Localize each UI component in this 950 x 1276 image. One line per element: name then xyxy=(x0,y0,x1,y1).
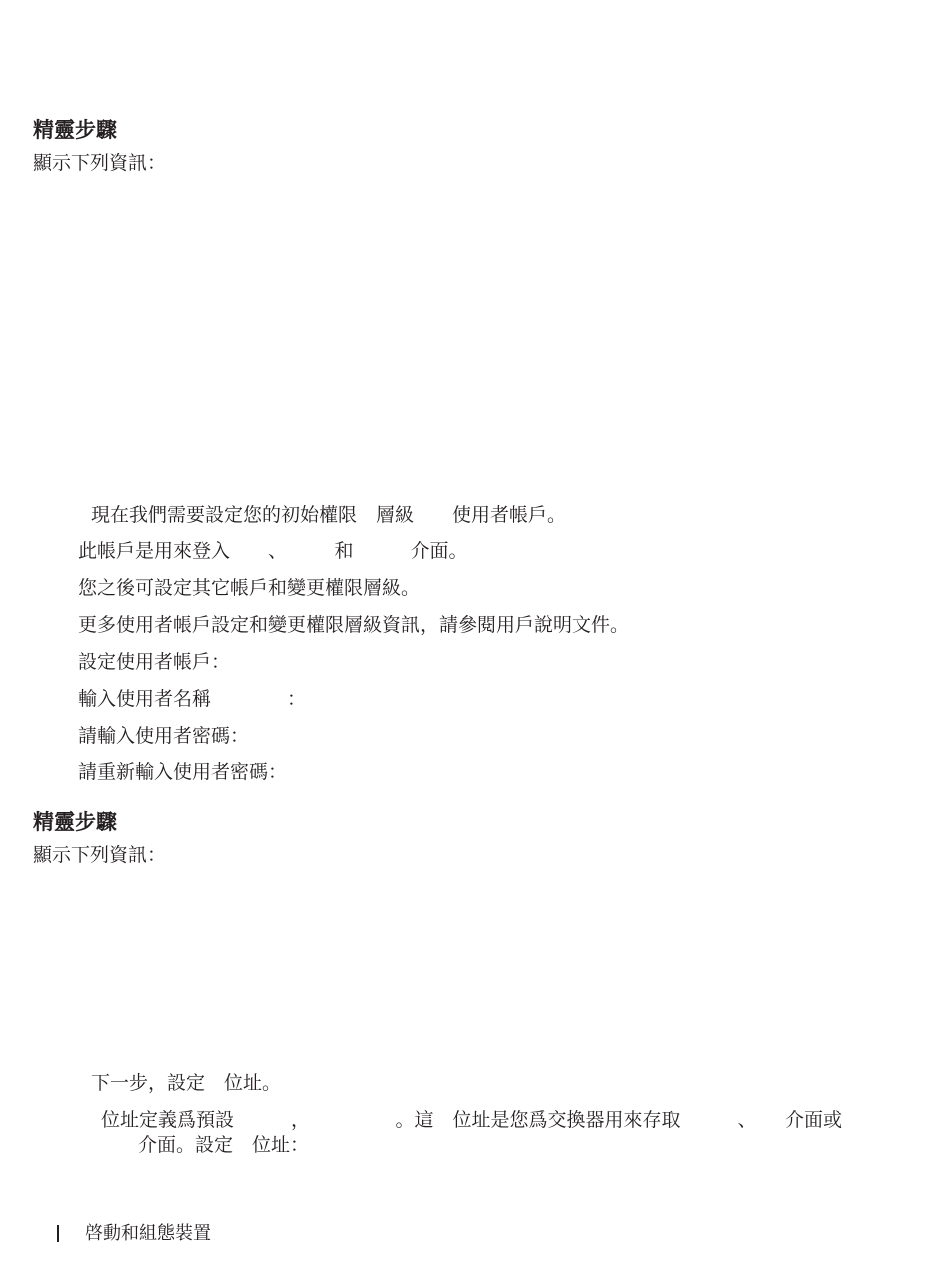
section-1-line: 輸入使用者名稱 ： xyxy=(78,688,307,710)
footer-title: 啓動和組態裝置 xyxy=(85,1223,211,1244)
section-1-line: 更多使用者帳戶設定和變更權限層級資訊，請參閱用戶說明文件。 xyxy=(78,614,630,636)
section-2-line: 介面。設定 位址： xyxy=(138,1134,310,1156)
section-2-heading: 精靈步驟 xyxy=(33,810,117,834)
section-1-line: 請重新輸入使用者密碼： xyxy=(78,761,288,783)
footer-divider xyxy=(57,1225,59,1242)
section-1-line: 請輸入使用者密碼： xyxy=(78,725,250,747)
section-1-intro: 顯示下列資訊： xyxy=(33,152,167,174)
section-1-line: 此帳戶是用來登入 、 和 介面。 xyxy=(78,540,468,562)
section-1-line: 您之後可設定其它帳戶和變更權限層級。 xyxy=(78,577,421,599)
section-2-line: 位址定義爲預設 ， 。這 位址是您爲交換器用來存取 、 介面或 xyxy=(101,1109,843,1131)
section-1-line: 設定使用者帳戶： xyxy=(78,651,231,673)
section-2-line: 下一步，設定 位址。 xyxy=(91,1072,282,1094)
section-1-line: 現在我們需要設定您的初始權限 層級 使用者帳戶。 xyxy=(91,504,567,526)
section-2-intro: 顯示下列資訊： xyxy=(33,844,167,866)
section-1-heading: 精靈步驟 xyxy=(33,118,117,142)
